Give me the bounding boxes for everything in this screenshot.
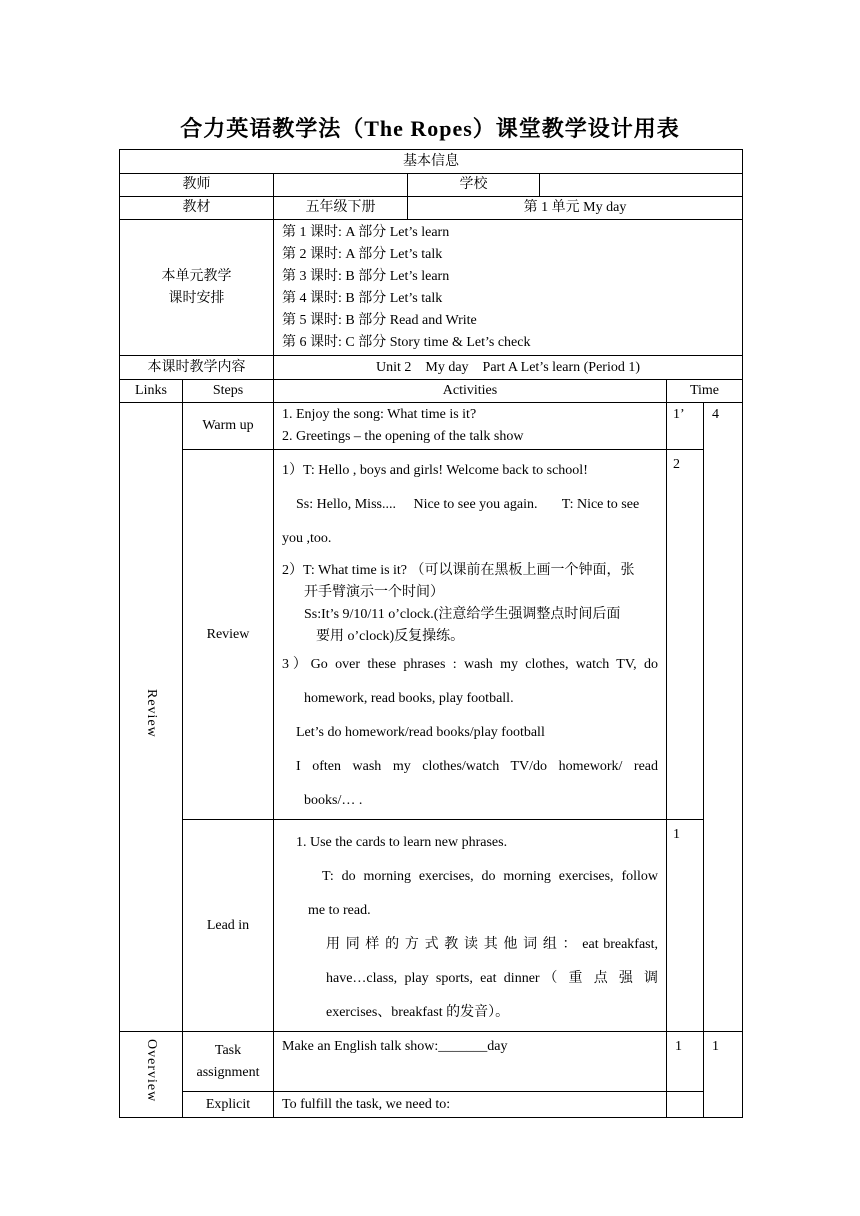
material-row [120,197,743,220]
time-header: Time [667,380,743,403]
review-link-cell [120,403,183,1032]
schedule-label-line-1: 本单元教学 [161,268,232,284]
school-label: 学校 [408,174,540,197]
leadin-line: exercises、breakfast 的发音）。 [326,1005,510,1020]
schedule-item: 第 5 课时: B 部分 Read and Write [282,313,477,328]
overview-total-time: 1 [704,1032,743,1118]
warmup-line: 2. Greetings – the opening of the talk show [282,429,524,444]
schedule-list [274,220,743,356]
leadin-time: 1 [667,820,704,1032]
schedule-item: 第 3 课时: B 部分 Let’s learn [282,269,450,284]
overview-link-cell [120,1032,183,1118]
teacher-value [274,174,408,197]
task-step-line-2: assignment [196,1064,260,1080]
overview-link-label: Overview [144,1038,159,1103]
warmup-row [120,403,743,450]
review-line: 1）T: Hello , boys and girls! Welcome back to school! [282,463,588,478]
review-total-time: 4 [704,403,743,1032]
review-line: 2）T: What time is it? （可以课前在黑板上画一个钟面，张 [282,563,635,578]
links-header: Links [120,380,183,403]
explicit-step: Explicit [183,1092,274,1118]
column-header-row [120,380,743,403]
schedule-item: 第 4 课时: B 部分 Let’s talk [282,291,443,306]
material-value: 五年级下册 [274,197,408,220]
content-row [120,356,743,380]
leadin-activities [274,820,667,1032]
explicit-time [667,1092,704,1118]
warmup-activities [274,403,667,450]
content-label: 本课时教学内容 [120,356,274,380]
review-line: you ,too. [282,531,332,546]
schedule-row [120,220,743,356]
schedule-item: 第 2 课时: A 部分 Let’s talk [282,247,443,262]
steps-header: Steps [183,380,274,403]
review-link-label: Review [144,688,159,738]
leadin-step: Lead in [183,820,274,1032]
task-row [120,1032,743,1092]
review-line: Let’s do homework/read books/play football [296,725,545,740]
lesson-plan-table [119,149,743,1118]
review-line: Ss:It’s 9/10/11 o’clock.(注意给学生强调整点时间后面 [304,607,621,622]
review-line: Ss: Hello, Miss.... Nice to see you again. T: Nice to see [296,497,640,512]
task-step-line-1: Task [214,1042,242,1058]
review-step: Review [183,450,274,820]
review-line: 3）Go over these phrases : wash my clothes, watch TV, do [282,657,658,672]
basic-info-header: 基本信息 [120,150,743,174]
schedule-label [120,220,274,356]
unit-value: 第 1 单元 My day [408,197,743,220]
leadin-line: 1. Use the cards to learn new phrases. [296,835,508,850]
task-time: 1 [667,1032,704,1092]
warmup-step: Warm up [183,403,274,450]
review-line: 要用 o’clock)反复操练。 [316,629,465,644]
review-line: homework, read books, play football. [304,691,514,706]
leadin-line: 用 同 样 的 方 式 教 读 其 他 词 组 ： eat breakfast, [326,937,658,952]
leadin-row [120,820,743,1032]
explicit-row [120,1092,743,1118]
teacher-label: 教师 [120,174,274,197]
review-line: 开手臂演示一个时间） [304,585,444,600]
school-value [540,174,743,197]
page-title: 合力英语教学法（The Ropes）课堂教学设计用表 [180,116,680,141]
review-activities [274,450,667,820]
teacher-row [120,174,743,197]
activities-header: Activities [274,380,667,403]
leadin-line: me to read. [308,903,371,918]
review-time: 2 [667,450,704,820]
warmup-line: 1. Enjoy the song: What time is it? [282,407,477,422]
material-label: 教材 [120,197,274,220]
explicit-text: To fulfill the task, we need to: [274,1092,667,1118]
task-step [183,1032,274,1092]
schedule-label-line-2: 课时安排 [168,290,225,306]
review-row [120,450,743,820]
schedule-item: 第 6 课时: C 部分 Story time & Let’s check [282,335,531,350]
leadin-line: have…class, play sports, eat dinner（ 重 点 强 调 [326,971,658,986]
content-value: Unit 2 My day Part A Let’s learn (Period 1) [274,356,743,380]
warmup-time: 1’ [667,403,704,450]
basic-info-row [120,150,743,174]
task-text: Make an English talk show:_______day [274,1032,667,1092]
review-line: I often wash my clothes/watch TV/do homework/ read [296,759,658,774]
schedule-item: 第 1 课时: A 部分 Let’s learn [282,225,450,240]
review-line: books/… . [304,793,363,808]
leadin-line: T: do morning exercises, do morning exercises, follow [322,869,658,884]
